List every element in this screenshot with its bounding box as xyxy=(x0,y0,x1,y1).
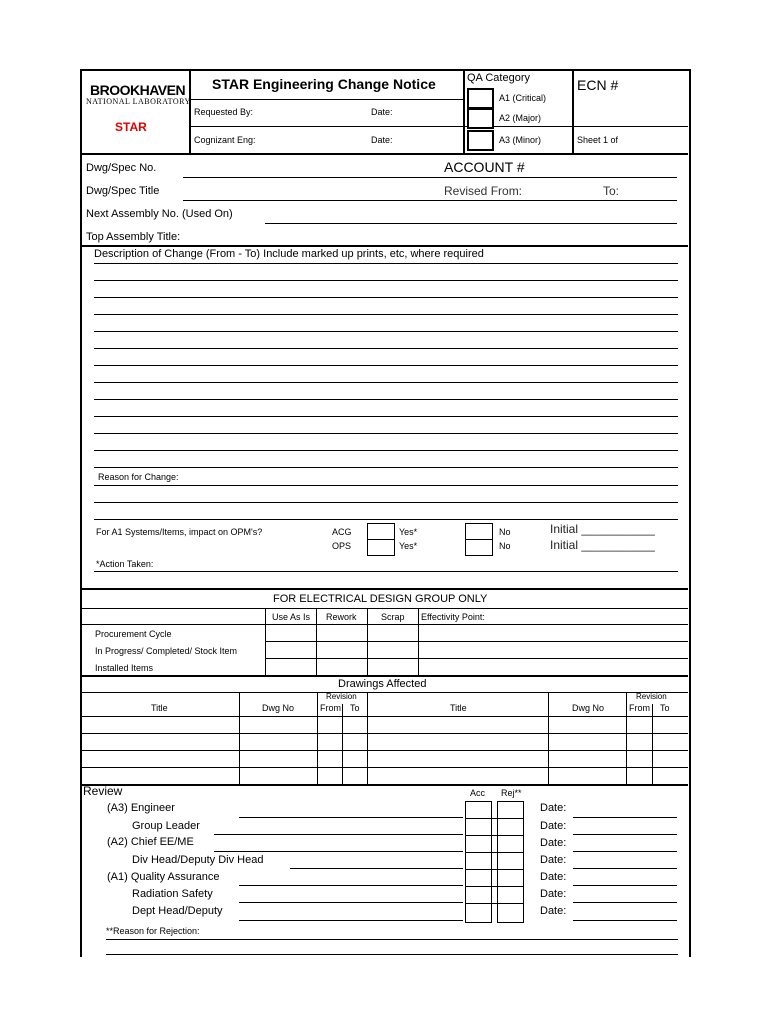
ops-no-label: No xyxy=(499,541,511,551)
review-signature-line[interactable] xyxy=(290,868,463,869)
acg-label: ACG xyxy=(332,527,352,537)
ops-label: OPS xyxy=(332,541,352,551)
acg-yes-label: Yes* xyxy=(399,527,418,537)
date1-label: Date: xyxy=(371,107,393,117)
review-date-line[interactable] xyxy=(573,885,677,886)
revision-header-left: Revision xyxy=(326,692,357,701)
reason-for-rejection-label: **Reason for Rejection: xyxy=(106,926,200,936)
qa-a1-checkbox[interactable] xyxy=(467,88,494,109)
logo-line2: NATIONAL LABORATORY xyxy=(86,97,191,106)
drawings-title-col-left: Title xyxy=(151,703,168,713)
scrap-header: Scrap xyxy=(381,612,405,622)
reason-line-1[interactable] xyxy=(94,485,678,486)
review-signature-line[interactable] xyxy=(214,851,463,852)
description-label: Description of Change (From - To) Include marked up prints, etc, where required xyxy=(94,248,484,260)
review-date-label: Date: xyxy=(540,802,567,814)
cognizant-eng-label: Cognizant Eng: xyxy=(194,135,256,145)
review-date-label: Date: xyxy=(540,888,567,900)
review-date-line[interactable] xyxy=(573,851,677,852)
ops-yes-checkbox[interactable] xyxy=(367,539,395,556)
review-signature-line[interactable] xyxy=(239,920,463,921)
qa-category-label: QA Category xyxy=(467,72,530,84)
to-header-right: To xyxy=(660,703,670,713)
electrical-row-label: In Progress/ Completed/ Stock Item xyxy=(95,646,238,656)
review-row-label: (A2) Chief EE/ME xyxy=(107,836,194,848)
review-date-label: Date: xyxy=(540,871,567,883)
revision-header-right: Revision xyxy=(636,692,667,701)
review-signature-line[interactable] xyxy=(239,817,463,818)
form-title: STAR Engineering Change Notice xyxy=(212,76,436,92)
to-label: To: xyxy=(603,184,620,198)
electrical-title: FOR ELECTRICAL DESIGN GROUP ONLY xyxy=(273,593,488,605)
review-row-label: (A1) Quality Assurance xyxy=(107,871,220,883)
acg-initial-label[interactable]: Initial ___________ xyxy=(550,522,655,536)
review-signature-line[interactable] xyxy=(239,885,463,886)
action-taken-line[interactable] xyxy=(94,571,678,572)
acc-column-boxes[interactable] xyxy=(465,801,492,923)
acc-header: Acc xyxy=(470,788,486,798)
review-signature-line[interactable] xyxy=(214,834,463,835)
review-date-label: Date: xyxy=(540,820,567,832)
review-row-label: Dept Head/Deputy xyxy=(132,905,223,917)
account-label: ACCOUNT # xyxy=(444,159,525,175)
rej-column-boxes[interactable] xyxy=(497,801,524,923)
dwg-spec-no-line[interactable] xyxy=(183,177,677,178)
top-assembly-label: Top Assembly Title: xyxy=(86,231,181,243)
sheet-label: Sheet 1 of xyxy=(577,135,619,145)
rejection-line-1[interactable] xyxy=(106,939,678,940)
review-date-label: Date: xyxy=(540,854,567,866)
review-date-label: Date: xyxy=(540,905,567,917)
electrical-row-label: Installed Items xyxy=(95,663,154,673)
ops-initial-label[interactable]: Initial ___________ xyxy=(550,538,655,552)
use-as-is-header: Use As Is xyxy=(272,612,311,622)
action-taken-label: *Action Taken: xyxy=(96,559,154,569)
drawings-title-col-right: Title xyxy=(450,703,467,713)
review-date-line[interactable] xyxy=(573,834,677,835)
review-row-label: Group Leader xyxy=(132,820,200,832)
review-date-label: Date: xyxy=(540,837,567,849)
ecn-label: ECN # xyxy=(577,77,619,93)
rej-header: Rej** xyxy=(501,788,522,798)
dwg-spec-no-label: Dwg/Spec No. xyxy=(86,162,157,174)
effectivity-header: Effectivity Point: xyxy=(421,612,485,622)
date2-label: Date: xyxy=(371,135,393,145)
from-header-right: From xyxy=(629,703,650,713)
requested-by-label: Requested By: xyxy=(194,107,254,117)
a1-impact-label: For A1 Systems/Items, impact on OPM's? xyxy=(96,527,263,537)
qa-a1-label: A1 (Critical) xyxy=(499,93,547,103)
qa-a3-checkbox[interactable] xyxy=(467,130,494,151)
revised-from-label: Revised From: xyxy=(444,184,523,198)
logo-sub: STAR xyxy=(115,120,147,134)
reason-line-2[interactable] xyxy=(94,502,678,503)
review-date-line[interactable] xyxy=(573,920,677,921)
qa-a2-checkbox[interactable] xyxy=(467,108,494,129)
electrical-row-label: Procurement Cycle xyxy=(95,629,172,639)
review-signature-line[interactable] xyxy=(239,902,463,903)
ops-no-checkbox[interactable] xyxy=(465,539,493,556)
acg-no-label: No xyxy=(499,527,511,537)
qa-a2-label: A2 (Major) xyxy=(499,113,542,123)
review-row-label: (A3) Engineer xyxy=(107,802,175,814)
review-date-line[interactable] xyxy=(573,868,677,869)
ops-yes-label: Yes* xyxy=(399,541,418,551)
reason-for-change-label: Reason for Change: xyxy=(98,472,179,482)
reason-line-3[interactable] xyxy=(94,519,678,520)
dwg-spec-title-line[interactable] xyxy=(183,200,677,201)
rework-header: Rework xyxy=(326,612,357,622)
qa-a3-label: A3 (Minor) xyxy=(499,135,542,145)
to-header-left: To xyxy=(350,703,360,713)
logo-line1: BROOKHAVEN xyxy=(90,82,186,98)
from-header-left: From xyxy=(320,703,341,713)
drawings-title: Drawings Affected xyxy=(338,678,427,690)
review-date-line[interactable] xyxy=(573,902,677,903)
review-row-label: Radiation Safety xyxy=(132,888,213,900)
drawings-dwg-col-left: Dwg No xyxy=(262,703,295,713)
review-title: Review xyxy=(83,784,123,798)
next-assembly-line[interactable] xyxy=(265,223,677,224)
review-row-label: Div Head/Deputy Div Head xyxy=(132,854,264,866)
drawings-dwg-col-right: Dwg No xyxy=(572,703,605,713)
rejection-line-2[interactable] xyxy=(106,954,678,955)
next-assembly-label: Next Assembly No. (Used On) xyxy=(86,208,233,220)
review-date-line[interactable] xyxy=(573,817,677,818)
dwg-spec-title-label: Dwg/Spec Title xyxy=(86,185,160,197)
